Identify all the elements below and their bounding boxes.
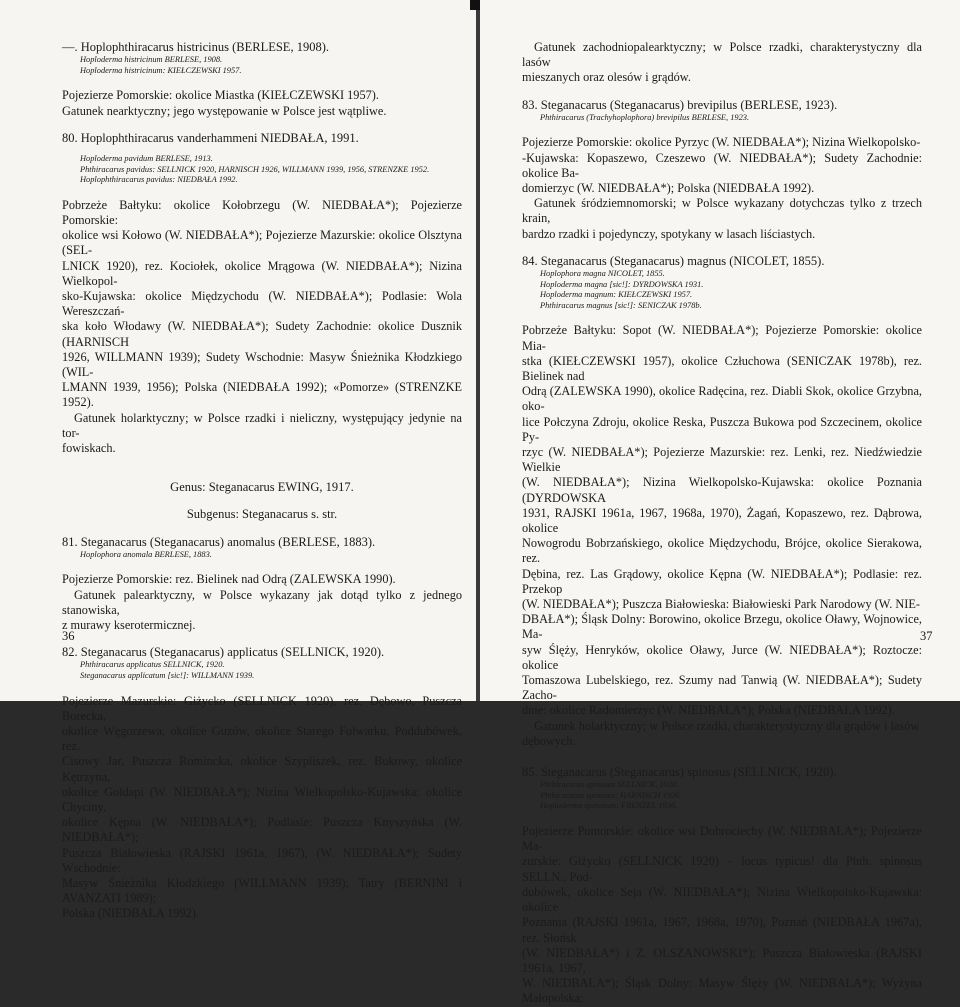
spacer (522, 123, 922, 135)
body-line: Polska (NIEDBAŁA 1992). (62, 906, 199, 921)
body-line: -Kujawska: Kopaszewo, Czeszewo (W. NIEDBAŁA*); Sudety Zachodnie: okolice Ba- (522, 150, 922, 180)
spacer (522, 311, 922, 323)
spacer (62, 76, 462, 88)
body-line: Pojezierze Mazurskie: Giżycko (SELLNICK 1920), rez. Dębowo, Puszcza Borecka, (62, 693, 462, 723)
paragraph-first-line: Gatunek palearktyczny, w Polsce wykazany jak dotąd tylko z jednego stanowiska, (62, 587, 462, 617)
synonym-line: Hoplophora anomala BERLESE, 1883. (80, 549, 212, 559)
spacer (522, 749, 922, 765)
body-line: Pobrzeże Bałtyku: okolice Kołobrzegu (W. NIEDBAŁA*); Pojezierze Pomorskie: (62, 197, 462, 227)
paragraph-first-line: Gatunek holarktyczny; w Polsce rzadki i nieliczny, występujący jedynie na tor- (62, 410, 462, 440)
right-page (480, 0, 960, 1006)
body-line: zurskie: Giżycko (SELLNICK 1920) – locus typicus! dla Phth. spinosus SELLN., Pod- (522, 854, 922, 884)
body-line: ska koło Włodawy (W. NIEDBAŁA*); Sudety Zachodnie: okolice Dusznik (HARNISCH (62, 319, 462, 349)
body-line: domierzyc (W. NIEDBAŁA*); Polska (NIEDBAŁA 1992). (522, 181, 815, 196)
synonym-line: Phthiracarus spinosus SELLNICK, 1920. (540, 780, 679, 790)
species-heading: 81. Steganacarus (Steganacarus) anomalus (BERLESE, 1883). (62, 534, 376, 549)
body-line: stka (KIEŁCZEWSKI 1957), okolice Człuchowa (SENICZAK 1978b), rez. Bielinek nad (522, 353, 922, 384)
spacer (62, 682, 462, 694)
synonym-line: Hoplophora magna NICOLET, 1855. (540, 269, 665, 279)
body-line: DBAŁA*); Śląsk Dolny: Borowino, okolice Brzegu, okolice Oławy, Wojnowice, Ma- (522, 612, 922, 642)
body-line: Pobrzeże Bałtyku: Sopot (W. NIEDBAŁA*); Pojezierze Pomorskie: okolice Mia- (522, 323, 922, 353)
body-line: Masyw Śnieżnika Kłodzkiego (WILLMANN 1939); Tatry (BERNINI i AVANZATI 1989); (62, 876, 462, 906)
body-line: LNICK 1920), rez. Kociołek, okolice Mrągowa (W. NIEDBAŁA*); Nizina Wielkopol- (62, 258, 462, 288)
left-page (0, 0, 476, 921)
genus-heading: Genus: Steganacarus EWING, 1917. (170, 480, 354, 495)
synonym-line: Phthiracarus pavidus: SELLNICK 1920, HARNISCH 1926, WILLMANN 1939, 1956, STRENZKE 1952. (80, 164, 430, 174)
spacer (62, 186, 462, 198)
paragraph-first-line: Gatunek śródziemnomorski; w Polsce wykazany dotychczas tylko z trzech krain, (522, 196, 922, 226)
paragraph-first-line: Gatunek holarktyczny; w Polsce rzadki, charakterystyczny dla grądów i lasów (534, 718, 920, 733)
spacer (62, 119, 462, 131)
synonym-line: Hoploderma magna [sic!]: DYRDOWSKA 1931. (540, 279, 704, 289)
synonym-line: Hoplophthiracarus pavidus: NIEDBAŁA 1992. (80, 175, 238, 185)
body-line: LMANN 1939, 1956); Polska (NIEDBAŁA 1992); «Pomorze» (STRENZKE 1952). (62, 380, 462, 410)
synonym-line: Phthiracarus spinosus: HARNISCH 1926. (540, 790, 682, 800)
spacer (522, 812, 922, 824)
body-line: okolice wsi Kołowo (W. NIEDBAŁA*); Pojezierze Mazurskie: okolice Olsztyna (SEL- (62, 228, 462, 258)
body-line: Pojezierze Pomorskie: okolice wsi Dobrociechy (W. NIEDBAŁA*); Pojezierze Ma- (522, 824, 922, 854)
species-heading: 85. Steganacarus (Steganacarus) spinosus (SELLNICK, 1920). (522, 765, 837, 780)
body-line: dubówek, okolice Seja (W. NIEDBAŁA*); Nizina Wielkopolsko-Kujawska: okolice (522, 884, 922, 915)
body-line: Pojezierze Pomorskie: okolice Miastka (KIEŁCZEWSKI 1957). (62, 88, 379, 103)
body-line: okolice Gołdapi (W. NIEDBAŁA*); Nizina Wielkopolsko-Kujawska: okolice Chyciny, (62, 784, 462, 815)
body-line: lice Połczyna Zdroju, okolice Reska, Puszcza Bukowa pod Szczecinem, okolice Py- (522, 414, 922, 444)
spacer (522, 242, 922, 254)
body-line: Pojezierze Pomorskie: rez. Bielinek nad Odrą (ZALEWSKA 1990). (62, 572, 396, 587)
synonym-line: Phthiracarus magnus [sic!]: SENICZAK 1978b. (540, 300, 702, 310)
spacer (62, 456, 462, 480)
synonym-line: Phthiracarus applicatus SELLNICK, 1920. (80, 660, 225, 670)
body-line: (W. NIEDBAŁA*) i Z. OLSZANOWSKI*); Puszcza Białowieska (RAJSKI 1961a, 1967, (522, 945, 922, 975)
spacer (62, 633, 462, 645)
body-line: Nowogrodu Bobrzańskiego, okolice Międzychodu, Brójce, okolice Sierakowa, rez. (522, 536, 922, 566)
body-line: okolice Węgorzewa, okolice Guzów, okolice Starego Folwarku, Poddubówek, rez. (62, 724, 462, 754)
left-text-column (62, 40, 462, 922)
body-line: (W. NIEDBAŁA*); Nizina Wielkopolsko-Kujawska: okolice Poznania (DYRDOWSKA (522, 475, 922, 505)
body-line: 1931, RAJSKI 1961a, 1967, 1968a, 1970), Żagań, Kopaszewo, rez. Dąbrowa, okolice (522, 505, 922, 536)
spacer (62, 146, 462, 154)
body-line: bardzo rzadki i pojedynczy, spotykany w lasach liściastych. (522, 226, 816, 241)
body-line: W. NIEDBAŁA*); Śląsk Dolny: Masyw Ślęży (W. NIEDBAŁA*); Wyżyna Małopolska: (522, 976, 922, 1006)
body-line: (W. NIEDBAŁA*); Puszcza Białowieska: Białowieski Park Narodowy (W. NIE- (522, 597, 920, 612)
species-heading: 84. Steganacarus (Steganacarus) magnus (NICOLET, 1855). (522, 253, 825, 268)
body-line: Dębina, rez. Las Grądowy, okolice Kępna (W. NIEDBAŁA*); Podlasie: rez. Przekop (522, 566, 922, 596)
synonym-line: Hoploderma magnum: KIEŁCZEWSKI 1957. (540, 290, 693, 300)
body-line: dębowych. (522, 733, 576, 748)
body-line: z murawy kserotermicznej. (62, 618, 196, 633)
page-number: 37 (920, 629, 933, 643)
spacer (62, 523, 462, 535)
body-line: fowiskach. (62, 441, 116, 456)
species-heading: 80. Hoplophthiracarus vanderhammeni NIEDBAŁA, 1991. (62, 130, 359, 145)
body-line: okolice Kępna (W. NIEDBAŁA*); Podlasie: Puszcza Knyszyńska (W. NIEDBAŁA*); (62, 815, 462, 845)
body-line: Cisowy Jar, Puszcza Romincka, okolice Szypliszek, rez. Bukowy, okolice Kętrzyna, (62, 754, 462, 784)
body-line: sko-Kujawska: okolice Międzychodu (W. NIEDBAŁA*); Podlasie: Wola Wereszczań- (62, 289, 462, 319)
spacer (62, 495, 462, 507)
species-heading: 83. Steganacarus (Steganacarus) brevipilus (BERLESE, 1923). (522, 97, 838, 112)
body-line: Pojezierze Pomorskie: okolice Pyrzyc (W. NIEDBAŁA*); Nizina Wielkopolsko- (522, 135, 921, 150)
body-line: Puszcza Białowieska (RAJSKI 1961a, 1967), (W. NIEDBAŁA*); Sudety Wschodnie: (62, 845, 462, 875)
page-number: 36 (62, 629, 75, 643)
body-line: Poznania (RAJSKI 1961a, 1967, 1968a, 1970), Poznań (NIEDBAŁA 1967a), rez. Słońsk (522, 915, 922, 945)
paragraph-first-line: Gatunek zachodniopalearktyczny; w Polsce rzadki, charakterystyczny dla lasów (522, 40, 922, 70)
spacer (522, 86, 922, 98)
spacer (62, 560, 462, 572)
synonym-line: Hoploderma histricinum: KIEŁCZEWSKI 1957. (80, 65, 242, 75)
body-line: 1926, WILLMANN 1939); Sudety Wschodnie: Masyw Śnieżnika Kłodzkiego (WIL- (62, 349, 462, 380)
right-text-column (522, 40, 922, 1007)
body-line: rzyc (W. NIEDBAŁA*); Pojezierze Mazurskie: rez. Lenki, rez. Niedźwiedzie Wielkie (522, 445, 922, 475)
synonym-line: Hoploderma pavidum BERLESE, 1913. (80, 154, 213, 163)
body-line: syw Ślęży, Henryków, okolice Oławy, Jurce (W. NIEDBAŁA*); Roztocze: okolice (522, 642, 922, 672)
synonym-line: Hoploderma histricinum BERLESE, 1908. (80, 55, 223, 65)
synonym-line: Hoploderma spinosum: FRENZEL 1936. (540, 801, 678, 811)
synonym-line: Phthiracarus (Trachyhoplophora) brevipilus BERLESE, 1923. (540, 112, 750, 122)
synonym-line: Steganacarus applicatum [sic!]: WILLMANN 1939. (80, 671, 255, 681)
body-line: Tomaszowa Lubelskiego, rez. Szumy nad Tanwią (W. NIEDBAŁA*); Sudety Zacho- (522, 673, 922, 703)
species-heading: 82. Steganacarus (Steganacarus) applicatus (SELLNICK, 1920). (62, 645, 385, 660)
body-line: Gatunek nearktyczny; jego występowanie w Polsce jest wątpliwe. (62, 103, 387, 118)
genus-heading: Subgenus: Steganacarus s. str. (186, 507, 338, 522)
body-line: mieszanych oraz olesów i grądów. (522, 70, 691, 85)
species-heading: —. Hoplophthiracarus histricinus (BERLESE, 1908). (62, 40, 329, 54)
body-line: dnie: okolice Radomierzyc (W. NIEDBAŁA*); Polska (NIEDBAŁA 1992). (522, 703, 895, 718)
body-line: Odrą (ZALEWSKA 1990), okolice Radęcina, rez. Diabli Skok, okolice Grzybna, oko- (522, 384, 922, 414)
